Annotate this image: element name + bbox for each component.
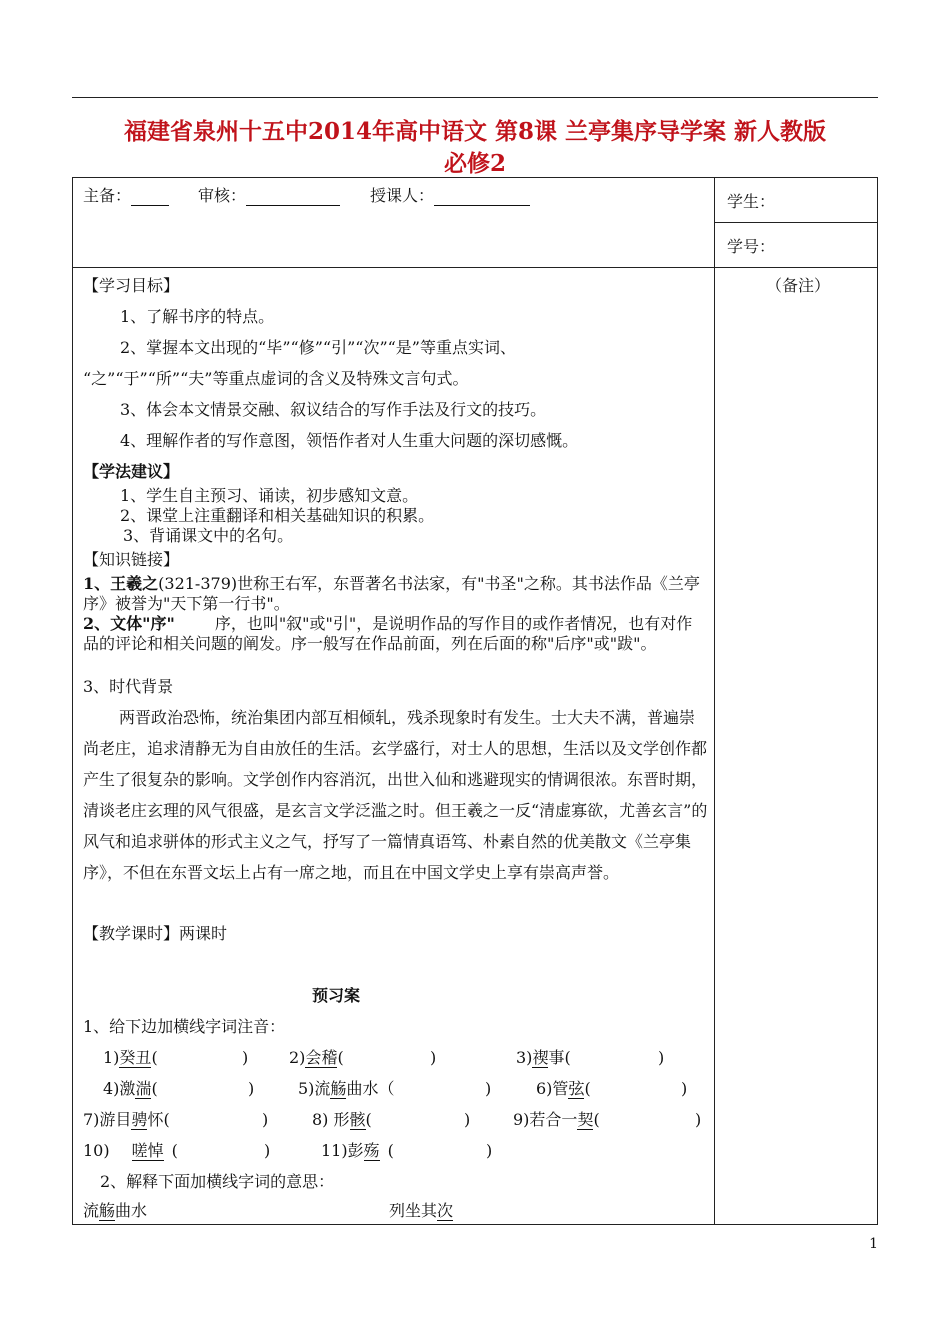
method-item: 3、背诵课文中的名句。 — [123, 526, 294, 545]
teaching-hours: 【教学课时】两课时 — [83, 924, 228, 943]
pinyin-item-8-close: ) — [464, 1110, 471, 1129]
knowledge-item-3: 3、时代背景 — [83, 677, 174, 696]
header-row-divider — [72, 267, 878, 268]
goal-item: “之”“于”“所”“夫”等重点虚词的含义及特殊文言句式。 — [83, 369, 469, 388]
top-rule — [72, 97, 878, 98]
pinyin-item-6-close: ) — [681, 1079, 688, 1098]
definition-item-1: 流觞曲水 — [83, 1201, 148, 1220]
pinyin-item-9-close: ) — [695, 1110, 702, 1129]
pinyin-item-7: 7)游目骋怀( — [83, 1110, 170, 1129]
pinyin-item-1: 1)癸丑( — [103, 1048, 158, 1067]
knowledge-item-2 — [83, 614, 708, 654]
goal-item: 1、了解书序的特点。 — [120, 307, 275, 326]
teacher-blank — [434, 189, 530, 206]
pinyin-item-10-close: ) — [264, 1141, 271, 1160]
teacher-label: 授课人： — [370, 186, 435, 205]
main-table — [72, 177, 878, 1225]
goal-item: 3、体会本文情景交融、叙议结合的写作手法及行文的技巧。 — [120, 400, 547, 419]
method-heading: 【学法建议】 — [83, 462, 180, 481]
pinyin-item-9: 9)若合一契( — [513, 1110, 600, 1129]
knowledge-item-1-text: (321-379)世称王右军，东晋著名书法家，有"书圣"之称。其书法作品《兰亭序》被誉为"天下第一行书"。 — [83, 574, 700, 613]
definition-item-2: 列坐其次 — [389, 1201, 454, 1220]
column-divider — [714, 177, 715, 1225]
preparer-label: 主备： — [83, 186, 132, 205]
background-paragraph: 两晋政治恐怖，统治集团内部互相倾轧，残杀现象时有发生。士大夫不满，普遍崇尚老庄，追求清静无为自由放任的生活。玄学盛行，对士人的思想，生活以及文学创作都产生了很复杂的影响。文学创作内容消沉，出世入仙和逃避现实的情调很浓。东晋时期，清谈老庄玄理的风气很盛，是玄言文学泛滥之时。但王羲之一反“清虚寡欲，尤善玄言”的风气和追求骈体的形式主义之气，抒写了一篇情真语笃、朴素自然的优美散文《兰亭集序》，不但在东晋文坛上占有一席之地，而且在中国文学史上享有崇高声誉。 — [83, 708, 708, 882]
pinyin-item-10: 10) 嗟悼 ( — [83, 1141, 178, 1160]
student-row-divider — [714, 222, 878, 223]
student-label: 学生： — [727, 192, 776, 211]
goal-item: 2、掌握本文出现的“毕”“修”“引”“次”“是”等重点实词、 — [120, 338, 516, 357]
pinyin-item-7-close: ) — [262, 1110, 269, 1129]
pinyin-item-11: 11)彭殇 ( — [321, 1141, 394, 1160]
goals-heading: 【学习目标】 — [83, 276, 180, 295]
knowledge-item-1 — [83, 574, 708, 614]
pinyin-item-3-close: ) — [658, 1048, 665, 1067]
pinyin-item-2: 2)会稽( — [289, 1048, 344, 1067]
document-title — [72, 116, 878, 180]
pinyin-item-11-close: ) — [486, 1141, 493, 1160]
method-item: 1、学生自主预习、诵读，初步感知文意。 — [120, 486, 419, 505]
pinyin-item-1-close: ) — [242, 1048, 249, 1067]
reviewer-field — [198, 186, 340, 206]
pinyin-item-6: 6)管弦( — [536, 1079, 591, 1098]
preparer-field — [83, 186, 169, 206]
pinyin-item-4: 4)激湍( — [103, 1079, 158, 1098]
student-id-label: 学号： — [727, 237, 776, 256]
pinyin-item-5: 5)流觞曲水（ — [298, 1079, 395, 1098]
method-item: 2、课堂上注重翻译和相关基础知识的积累。 — [120, 506, 435, 525]
pinyin-item-2-close: ) — [430, 1048, 437, 1067]
goal-item: 4、理解作者的写作意图，领悟作者对人生重大问题的深切感慨。 — [120, 431, 579, 450]
pinyin-item-8: 8) 形骸( — [312, 1110, 372, 1129]
knowledge-item-2-title: 2、文体"序" — [83, 614, 175, 633]
preview-question-1: 1、给下边加横线字词注音： — [83, 1017, 286, 1036]
title-line-2: 必修2 — [443, 150, 506, 177]
reviewer-blank — [246, 189, 340, 206]
knowledge-item-2-text: 序，也叫"叙"或"引"，是说明作品的写作目的或作者情况，也有对作品的评论和相关问题的阐发。序一般写在作品前面，列在后面的称"后序"或"跋"。 — [83, 614, 693, 653]
knowledge-item-1-title: 1、王羲之 — [83, 574, 159, 593]
pinyin-item-3: 3)禊事( — [516, 1048, 571, 1067]
preview-heading: 预习案 — [312, 986, 361, 1005]
pinyin-item-5-close: ) — [485, 1079, 492, 1098]
notes-label: （备注） — [766, 276, 831, 295]
title-line-1: 福建省泉州十五中2014年高中语文 第8课 兰亭集序导学案 新人教版 — [123, 118, 827, 145]
preparer-blank — [131, 189, 169, 206]
teacher-field — [370, 186, 530, 206]
page-number: 1 — [869, 1236, 878, 1252]
reviewer-label: 审核： — [198, 186, 247, 205]
knowledge-heading: 【知识链接】 — [83, 550, 180, 569]
pinyin-item-4-close: ) — [248, 1079, 255, 1098]
preview-question-2: 2、解释下面加横线字词的意思： — [100, 1172, 335, 1191]
